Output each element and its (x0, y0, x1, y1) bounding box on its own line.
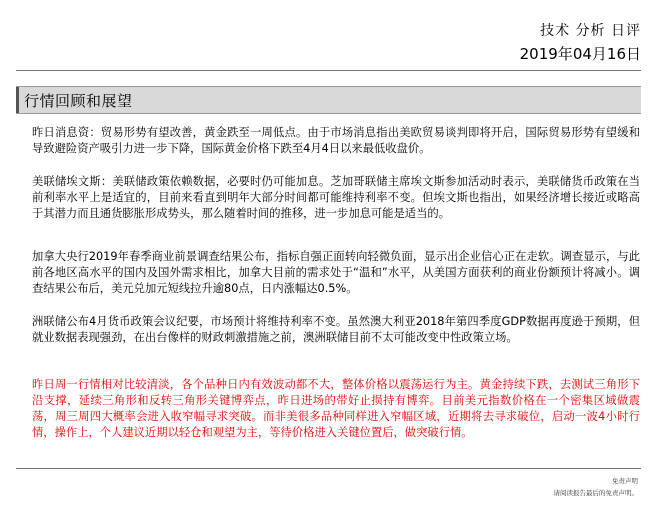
report-date: 2019年04月16日 (519, 45, 641, 63)
paragraph-rba-minutes: 洲联储公布4月货币政策会议纪要，市场预计将维持利率不变。虽然澳大利亚2018年第四季度GDP数据再度逊于预期，但就业数据表现强劲，在出台像样的财政刺激措施之前，澳洲联储目前不太可能改变中性政策立场。 (32, 315, 640, 344)
top-divider (16, 70, 641, 71)
paragraph-fed-evans: 美联储埃文斯：美联储政策依赖数据，必要时仍可能加息。芝加哥联储主席埃文斯参加活动时表示，美联储货币政策在当前利率水平上是适宜的，目前来看直到明年大部分时间都可能维持利率不变。但埃文斯也指出，如果经济增长接近或略高于其潜力而且通货膨胀形成势头，那么随着时间的推移，进一步加息可能是适当的。 (32, 175, 640, 220)
paragraph-trade: 昨日消息资：贸易形势有望改善，黄金跌至一周低点。由于市场消息指出美欧贸易谈判即将开启，国际贸易形势有望缓和导致避险资产吸引力进一步下降，国际黄金价格下跌至4月4日以来最低收盘价。 (32, 126, 640, 155)
paragraph-boc-survey: 加拿大央行2019年春季商业前景调查结果公布，指标自强正面转向轻微负面，显示出企业信心正在走软。调查显示，与此前各地区高水平的国内及国外需求相比，加拿大目前的需求处于“温和”水平，从美国方面获利的商业份额预计将减小。调查结果公布后，美元兑加元短线拉升逾80点，日内涨幅达0.5%。 (32, 250, 640, 295)
disclaimer-title: 免责声明 (612, 477, 638, 485)
disclaimer-text: 请阅读报告最后的免责声明。 (553, 489, 638, 497)
paragraph-market-outlook: 昨日周一行情相对比较清淡，各个品种日内有效波动都不大，整体价格以震荡运行为主。黄金持续下跌，去测试三角形下沿支撑，延续三角形和反转三角形关键博弈点，昨日进场的带好止损持有博弈。目前美元指数价格在一个密集区域做震荡，周三周四大概率会进入收窄幅寻求突破。而非美很多品种同样进入窄幅区域，近期将去寻求破位，启动一波4小时行情，操作上，个人建议近期以轻仓和观望为主，等待价格进入关键位置后，做突破行情。 (32, 378, 640, 439)
section-header (16, 86, 641, 114)
section-title: 行情回顾和展望 (24, 92, 133, 110)
report-title: 技术 分析 日评 (540, 23, 641, 39)
section-accent-bar (16, 87, 19, 113)
bottom-divider (16, 468, 641, 469)
